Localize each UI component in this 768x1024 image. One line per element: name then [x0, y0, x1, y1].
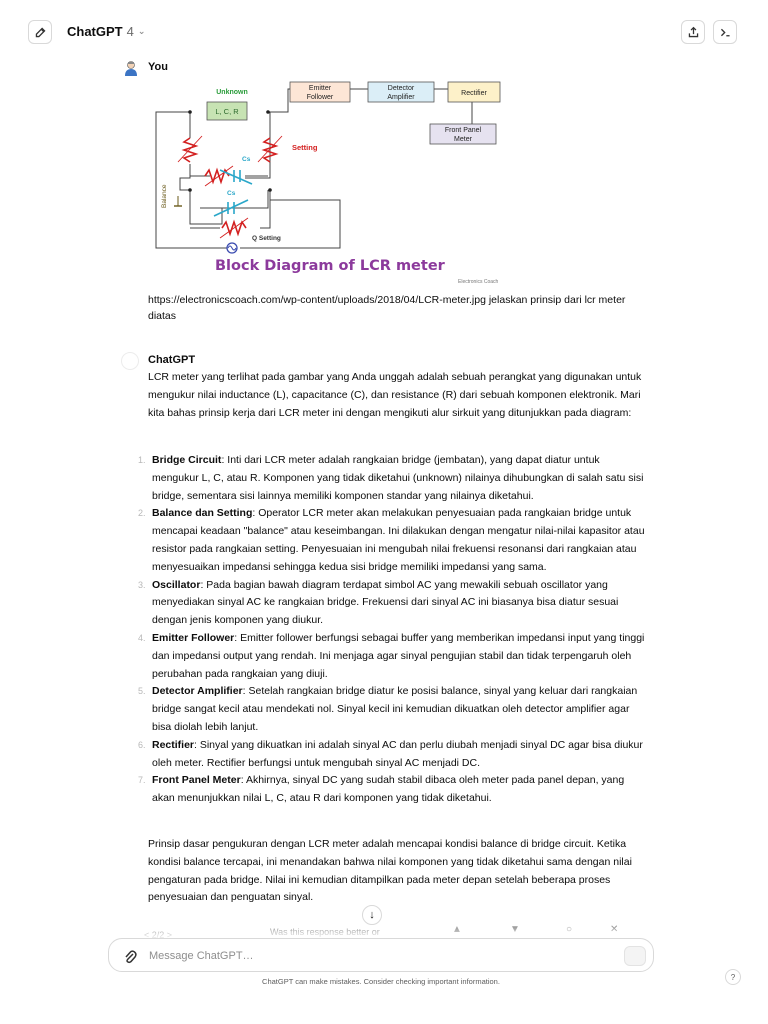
paperclip-icon[interactable] [123, 948, 137, 964]
diagram-title: Block Diagram of LCR meter [215, 258, 445, 274]
list-item: 3. Oscillator: Pada bagian bawah diagram terdapat simbol AC yang mewakili sebuah oscillator yang menyediakan sinyal AC ke rangkaian bridge. Frekuensi dari sinyal AC ini biasanya bisa diatur sesuai dengan jenis komponen yang diukur. [138, 578, 619, 627]
diagram-q-setting-label: Q Setting [252, 235, 281, 242]
diagram-front-panel-label-1: Front Panel [444, 127, 482, 134]
new-chat-button[interactable] [28, 20, 52, 44]
message-composer [108, 938, 654, 972]
feedback-question: Was this response better or [270, 927, 380, 937]
chatgpt-avatar-icon [121, 352, 139, 370]
user-author-name: You [148, 61, 168, 73]
list-item: 7. Front Panel Meter: Akhirnya, sinyal DC yang sudah stabil dibaca oleh meter pada panel depan, yang akan menunjukkan nilai L, C, atau R dari komponen yang tidak diketahui. [138, 774, 625, 805]
assistant-steps-list [138, 452, 648, 808]
thumbs-down-icon[interactable]: ▼ [510, 924, 520, 935]
diagram-cs-label-2: Cs [227, 190, 236, 197]
assistant-intro-paragraph: LCR meter yang terlihat pada gambar yang Anda unggah adalah sebuah perangkat yang digunakan untuk mengukur nilai inductance (L), capacitance (C), dan resistance (R) dari sebuah komponen elektronik. Mari kita bahas prinsip kerja dari LCR meter ini dengan mengikuti alur sirkuit yang ditunjukkan pada diagram: [148, 371, 642, 419]
list-item: 5. Detector Amplifier: Setelah rangkaian bridge diatur ke posisi balance, sinyal yang keluar dari rangkaian bridge sangat kecil atau mendekati nol. Sinyal kecil ini kemudian dikuatkan oleh detector amplifier agar bisa diolah lebih lanjut. [138, 685, 638, 733]
diagram-lcr-label: L, C, R [215, 107, 239, 116]
user-avatar-icon [123, 60, 139, 76]
response-pager[interactable]: < 2/2 > [144, 930, 173, 938]
share-icon [687, 26, 700, 39]
send-button[interactable] [624, 946, 646, 966]
terminal-button[interactable] [713, 20, 737, 44]
list-item: 6. Rectifier: Sinyal yang dikuatkan ini adalah sinyal AC dan perlu diubah menjadi sinyal DC agar bisa diukur oleh meter. Rectifier berfungsi untuk mengubah sinyal AC menjadi DC. [138, 738, 643, 769]
list-item: 2. Balance dan Setting: Operator LCR meter akan melakukan penyesuaian pada rangkaian bridge untuk mencapai keadaan "balance" atau keseimbangan. Ini dilakukan dengan mengatur nilai-nilai kapasitor atau resistor pada rangkaian setting. Penyesuaian ini mengubah nilai frekuensi resonansi dari rangkaian atau menyesuaikan impedansi sehingga kedua sisi bridge memiliki impedansi yang sama. [138, 507, 645, 573]
model-name: ChatGPT [67, 24, 123, 39]
list-item: 1. Bridge Circuit: Inti dari LCR meter adalah rangkaian bridge (jembatan), yang dapat diatur untuk mengukur L, C, atau R. Komponen yang tidak diketahui (unknown) nilainya dihubungkan di salah satu sisi bridge, sementara sisi lainnya memiliki komponen standar yang nilainya diketahui. [138, 454, 644, 502]
diagram-emitter-label-2: Follower [306, 94, 334, 101]
assistant-author-name: ChatGPT [148, 354, 196, 366]
diagram-setting-label: Setting [292, 143, 318, 152]
diagram-detector-label-1: Detector [387, 85, 415, 92]
assistant-outro-paragraph: Prinsip dasar pengukuran dengan LCR meter adalah mencapai kondisi balance di bridge circuit. Ketika kondisi balance tercapai, ini menandakan bahwa nilai komponen yang tidak diketahui sama dengan nilai pengaturan pada bridge. Nilai ini kemudian ditampilkan pada meter depan setelah beberapa proses penyesuaian dan penguatan sinyal. [148, 838, 632, 904]
message-input[interactable] [149, 947, 589, 965]
diagram-detector-label-2: Amplifier [387, 94, 415, 101]
disclaimer-text: ChatGPT can make mistakes. Consider checking important information. [262, 977, 500, 986]
diagram-balance-label: Balance [161, 184, 168, 208]
response-feedback-row [140, 924, 630, 938]
help-button[interactable]: ? [725, 969, 741, 985]
diagram-emitter-label-1: Emitter [308, 85, 332, 92]
diagram-rectifier-label: Rectifier [461, 90, 487, 97]
close-icon[interactable]: ✕ [610, 924, 619, 935]
thumbs-up-icon[interactable]: ▲ [452, 924, 462, 935]
model-selector[interactable] [67, 24, 145, 39]
chevron-down-icon: ⌄ [137, 26, 146, 36]
arrow-down-icon: ↓ [369, 909, 375, 921]
terminal-icon [719, 26, 732, 39]
user-message-text: https://electronicscoach.com/wp-content/uploads/2018/04/LCR-meter.jpg jelaskan prinsip dari lcr meter diatas [148, 294, 626, 322]
list-item: 4. Emitter Follower: Emitter follower berfungsi sebagai buffer yang memberikan impedansi input yang tinggi dan impedansi output yang rendah. Ini menjaga agar sinyal pengujian stabil dan tidak terpengaruh oleh perubahan pada rangkaian yang diuji. [138, 631, 645, 680]
diagram-unknown-label: Unknown [216, 89, 248, 96]
diagram-credit: Electronics Coach [458, 279, 499, 285]
same-icon[interactable]: ○ [566, 924, 573, 935]
edit-icon [34, 26, 47, 39]
share-button[interactable] [681, 20, 705, 44]
diagram-cs-label-1: Cs [242, 156, 251, 163]
diagram-front-panel-label-2: Meter [454, 136, 472, 143]
model-version: 4 [126, 24, 134, 39]
scroll-down-button[interactable] [362, 905, 382, 925]
